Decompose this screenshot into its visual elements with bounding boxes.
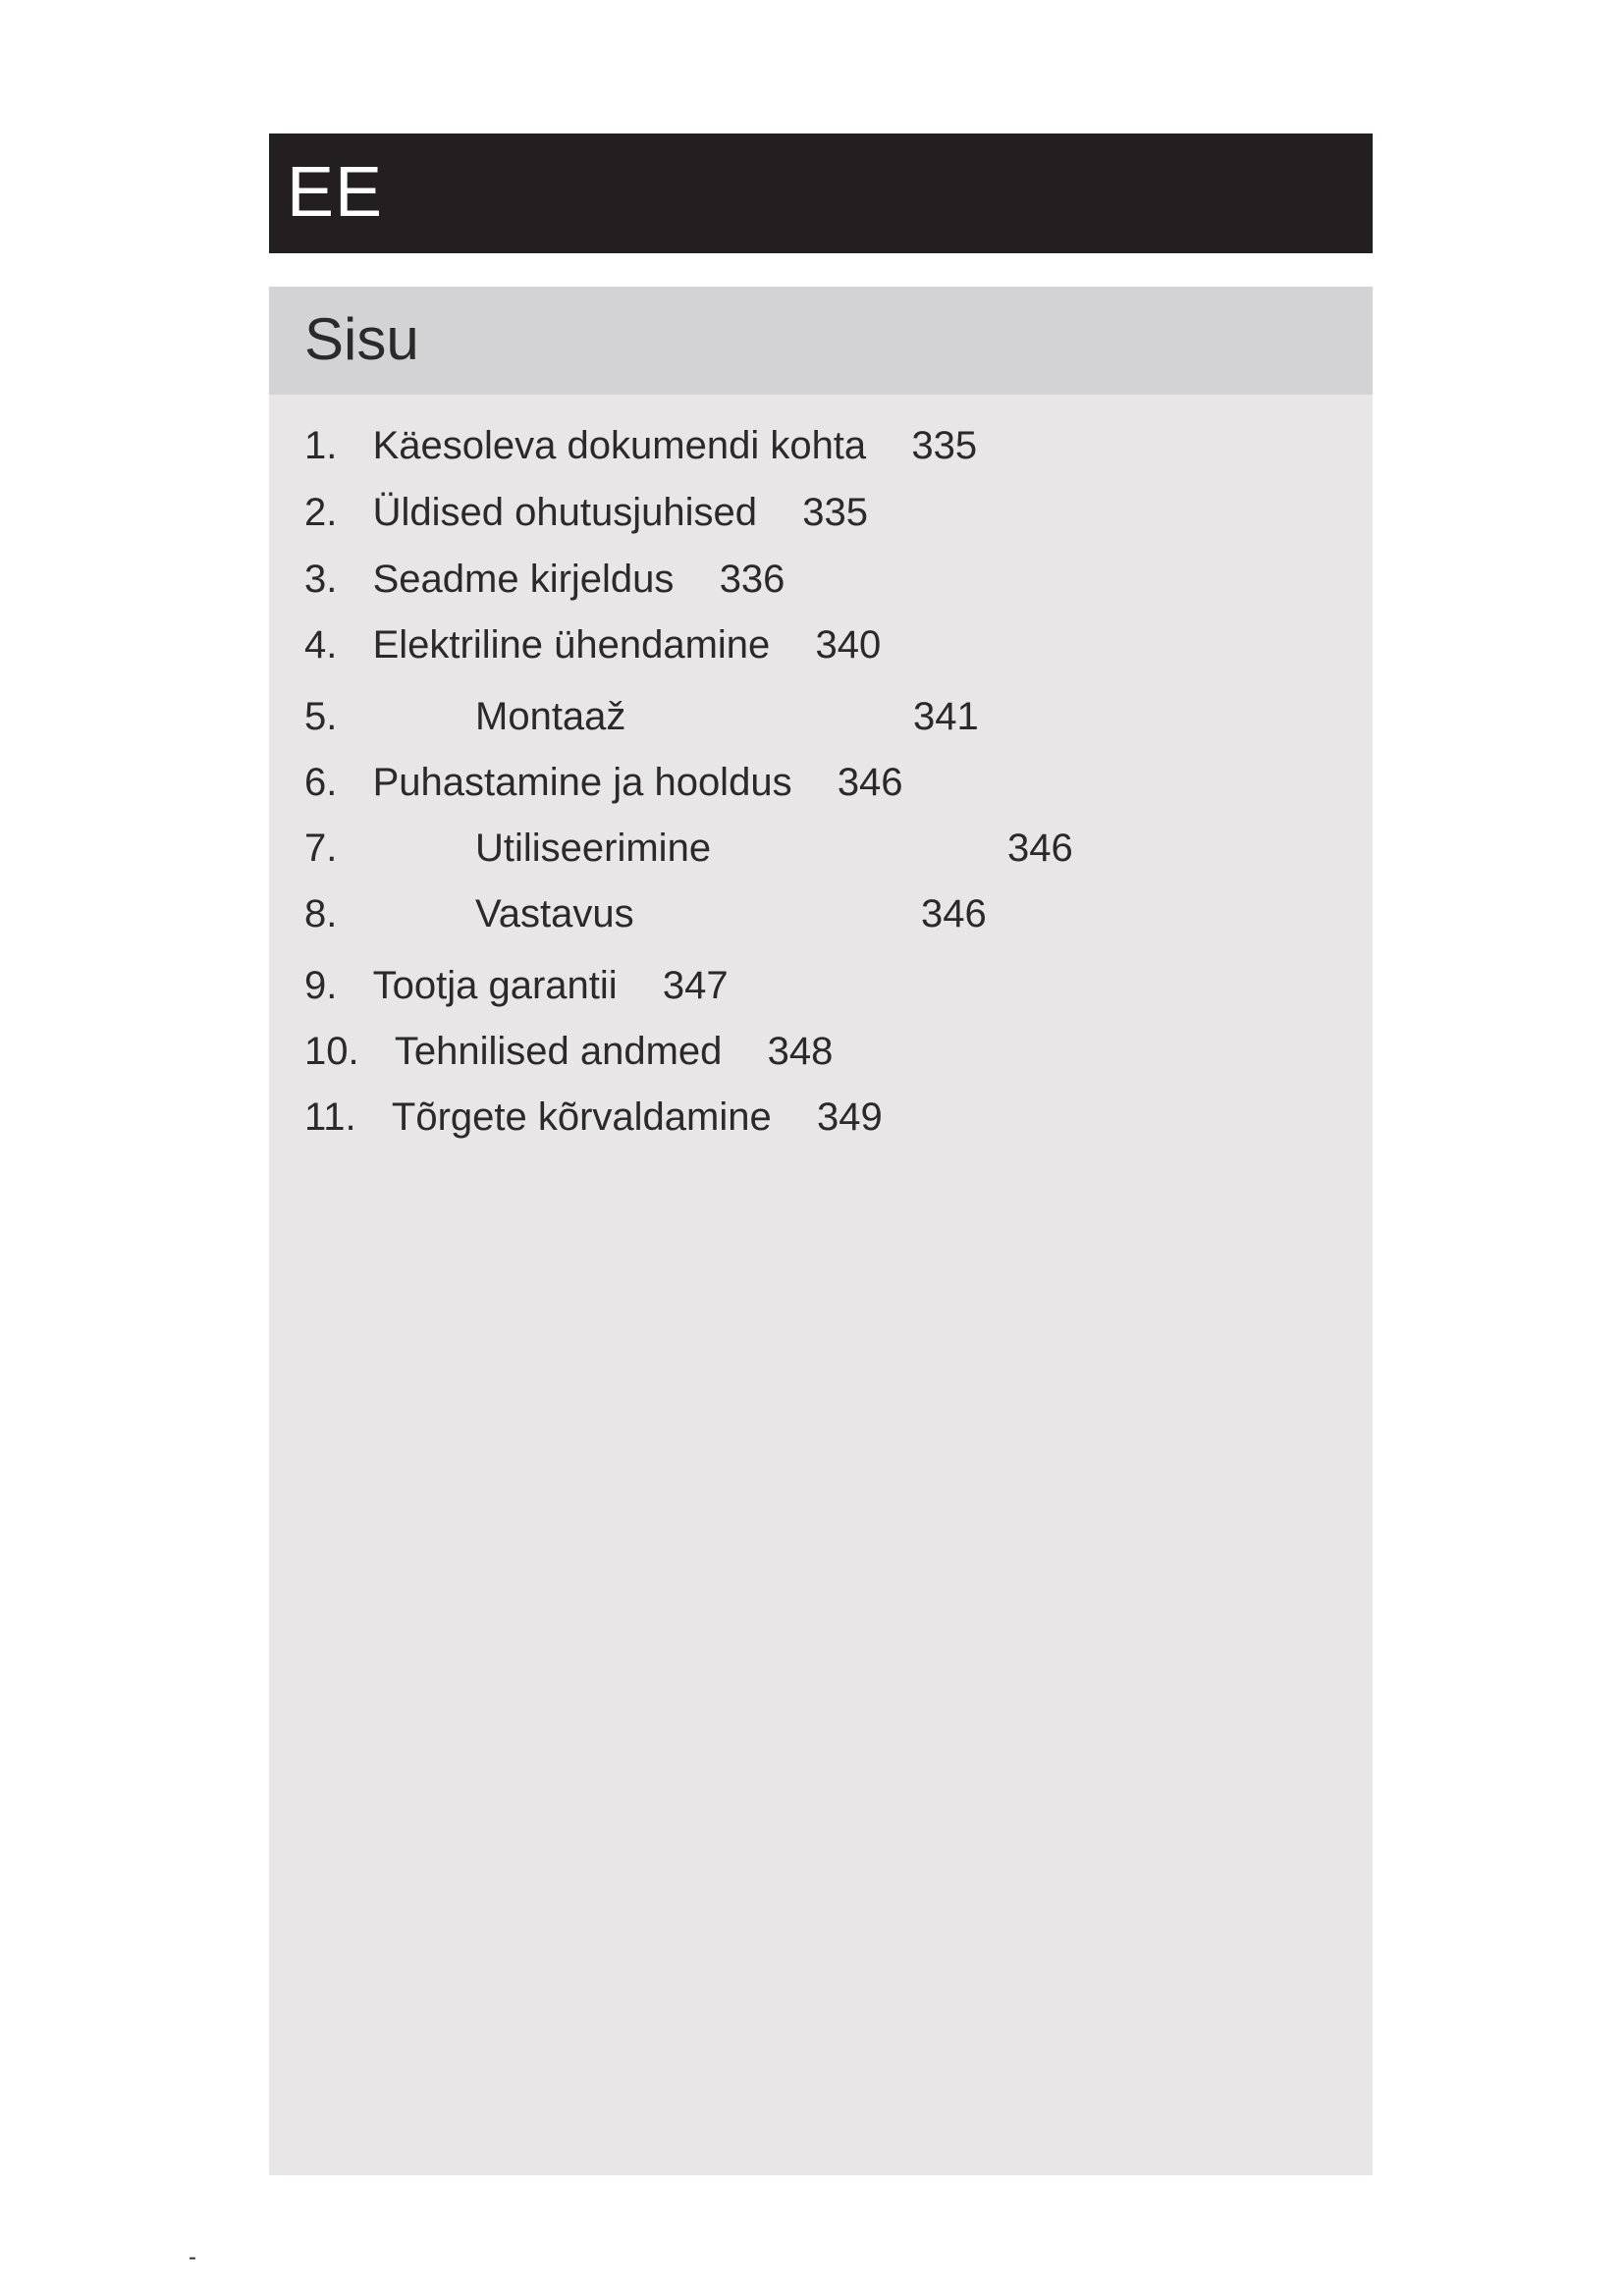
toc-item-10[interactable] <box>304 1028 833 1075</box>
toc-item-9[interactable] <box>304 962 729 1009</box>
toc-item-page: 341 <box>913 695 979 738</box>
toc-title: Sisu <box>304 306 419 372</box>
toc-item-page: 340 <box>815 623 882 667</box>
toc-item-number: 4. <box>304 623 338 667</box>
toc-item-number: 8. <box>304 892 338 935</box>
toc-item-page: 349 <box>817 1095 883 1139</box>
toc-item-11[interactable] <box>304 1094 883 1141</box>
language-code: EE <box>287 153 384 232</box>
toc-item-page: 348 <box>767 1030 834 1073</box>
footer-mark: - <box>189 2244 196 2270</box>
toc-item-title: Tehnilised andmed <box>394 1030 723 1073</box>
toc-item-title: Üldised ohutusjuhised <box>372 491 757 534</box>
toc-item-number: 6. <box>304 761 338 804</box>
toc-item-title: Tõrgete kõrvaldamine <box>391 1095 772 1139</box>
toc-item-title: Tootja garantii <box>372 964 618 1007</box>
toc-item-title: Montaaž <box>475 695 626 738</box>
toc-item-8[interactable] <box>304 890 1188 937</box>
toc-item-title: Elektriline ühendamine <box>372 623 771 667</box>
toc-item-3[interactable] <box>304 556 785 603</box>
toc-item-page: 336 <box>719 558 785 601</box>
table-of-contents <box>269 287 1373 2175</box>
toc-item-4[interactable] <box>304 621 881 668</box>
toc-item-1[interactable] <box>304 422 977 469</box>
toc-item-page: 335 <box>911 424 978 467</box>
toc-item-number: 5. <box>304 695 338 738</box>
toc-item-page: 346 <box>921 892 987 935</box>
toc-header <box>269 287 1373 395</box>
toc-item-page: 335 <box>802 491 868 534</box>
toc-item-title: Käesoleva dokumendi kohta <box>372 424 867 467</box>
toc-item-6[interactable] <box>304 759 903 806</box>
toc-item-2[interactable] <box>304 489 868 536</box>
toc-item-page: 347 <box>662 964 729 1007</box>
toc-item-5[interactable] <box>304 693 1188 740</box>
toc-item-number: 7. <box>304 827 338 870</box>
toc-item-title: Puhastamine ja hooldus <box>372 761 792 804</box>
toc-item-number: 3. <box>304 558 338 601</box>
toc-item-number: 2. <box>304 491 338 534</box>
toc-item-7[interactable] <box>304 825 1188 872</box>
toc-item-number: 1. <box>304 424 338 467</box>
toc-item-number: 9. <box>304 964 338 1007</box>
toc-item-page: 346 <box>1007 827 1073 870</box>
toc-item-title: Utiliseerimine <box>475 827 712 870</box>
toc-item-page: 346 <box>837 761 903 804</box>
toc-item-title: Vastavus <box>475 892 634 935</box>
toc-item-number: 11. <box>304 1095 356 1139</box>
language-header-bar <box>269 133 1373 253</box>
toc-item-title: Seadme kirjeldus <box>372 558 675 601</box>
toc-item-number: 10. <box>304 1030 359 1073</box>
